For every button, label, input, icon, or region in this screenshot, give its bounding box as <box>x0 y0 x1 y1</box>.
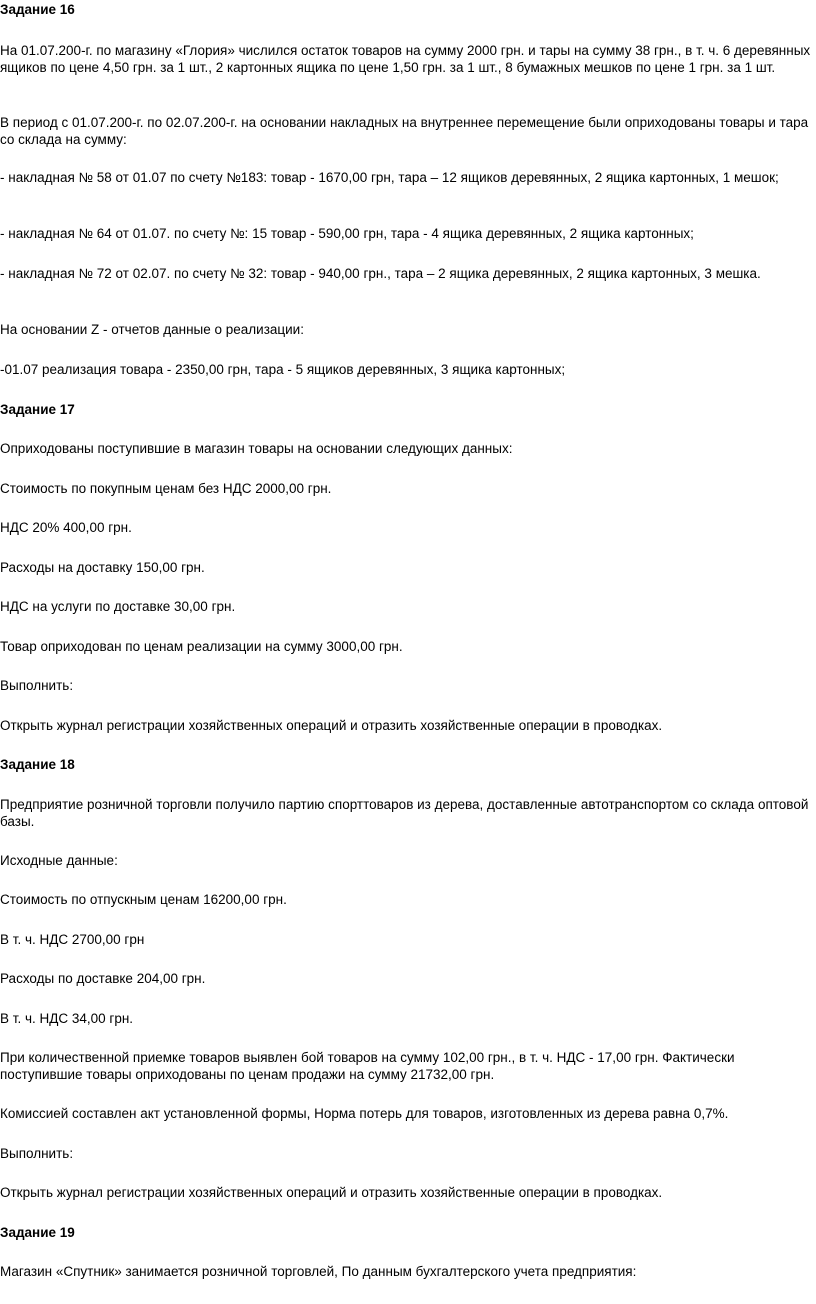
task18-paragraph-9: Выполнить: <box>0 1146 74 1161</box>
task16-paragraph-2: В период с 01.07.200-г. по 02.07.200-г. на основании накладных на внутреннее перемещение были оприходованы товары и тара со склада на сумму: <box>0 115 809 147</box>
task18-paragraph-8: Комиссией составлен акт установленной формы, Норма потерь для товаров, изготовленных из дерева равна 0,7%. <box>0 1106 729 1121</box>
task19-heading: Задание 19 <box>0 1225 75 1240</box>
task16-invoice-72: - накладная № 72 от 02.07. по счету № 32: товар - 940,00 грн., тара – 2 ящика деревянных, 2 ящика картонных, 3 мешка. <box>0 266 761 281</box>
task18-heading: Задание 18 <box>0 757 75 772</box>
task16-heading: Задание 16 <box>0 2 75 17</box>
task16-sales-line: -01.07 реализация товара - 2350,00 грн, тара - 5 ящиков деревянных, 3 ящика картонных; <box>0 362 566 377</box>
task16-paragraph-1: На 01.07.200-г. по магазину «Глория» числился остаток товаров на сумму 2000 грн. и тары на сумму 38 грн., в т. ч. 6 деревянных ящиков по цене 4,50 грн. за 1 шт., 2 картонных ящика по цене 1,50 грн. за 1 шт., 8 бумажных мешков по цене 1 грн. за 1 шт. <box>0 43 811 75</box>
task17-paragraph-6: Товар оприходован по ценам реализации на сумму 3000,00 грн. <box>0 639 403 654</box>
task18-paragraph-5: Расходы по доставке 204,00 грн. <box>0 971 206 986</box>
task17-paragraph-5: НДС на услуги по доставке 30,00 грн. <box>0 599 236 614</box>
task17-heading: Задание 17 <box>0 402 75 417</box>
task17-paragraph-7: Выполнить: <box>0 678 74 693</box>
task17-paragraph-1: Оприходованы поступившие в магазин товары на основании следующих данных: <box>0 441 513 456</box>
task17-paragraph-2: Стоимость по покупным ценам без НДС 2000,00 грн. <box>0 481 332 496</box>
task18-paragraph-6: В т. ч. НДС 34,00 грн. <box>0 1011 134 1026</box>
task19-paragraph-1: Магазин «Спутник» занимается розничной торговлей, По данным бухгалтерского учета предприятия: <box>0 1264 637 1279</box>
task18-paragraph-1: Предприятие розничной торговли получило партию спорттоваров из дерева, доставленные автотранспортом со склада оптовой базы. <box>0 797 809 829</box>
task18-paragraph-4: В т. ч. НДС 2700,00 грн <box>0 932 145 947</box>
task17-paragraph-4: Расходы на доставку 150,00 грн. <box>0 560 205 575</box>
task17-paragraph-3: НДС 20% 400,00 грн. <box>0 520 132 535</box>
task16-invoice-64: - накладная № 64 от 01.07. по счету №: 15 товар - 590,00 грн, тара - 4 ящика деревянных, 2 ящика картонных; <box>0 226 694 241</box>
task18-paragraph-7: При количественной приемке товаров выявлен бой товаров на сумму 102,00 грн., в т. ч. НДС - 17,00 грн. Фактически поступившие товары оприходованы по ценам продажи на сумму 21732,00 грн. <box>0 1050 735 1082</box>
task16-invoice-58: - накладная № 58 от 01.07 по счету №183: товар - 1670,00 грн, тара – 12 ящиков деревянных, 2 ящика картонных, 1 мешок; <box>0 170 779 185</box>
task18-paragraph-3: Стоимость по отпускным ценам 16200,00 грн. <box>0 892 287 907</box>
task18-paragraph-10: Открыть журнал регистрации хозяйственных операций и отразить хозяйственные операции в проводках. <box>0 1185 663 1200</box>
task18-paragraph-2: Исходные данные: <box>0 853 118 868</box>
task17-paragraph-8: Открыть журнал регистрации хозяйственных операций и отразить хозяйственные операции в проводках. <box>0 718 663 733</box>
task16-paragraph-6: На основании Z - отчетов данные о реализации: <box>0 322 304 337</box>
